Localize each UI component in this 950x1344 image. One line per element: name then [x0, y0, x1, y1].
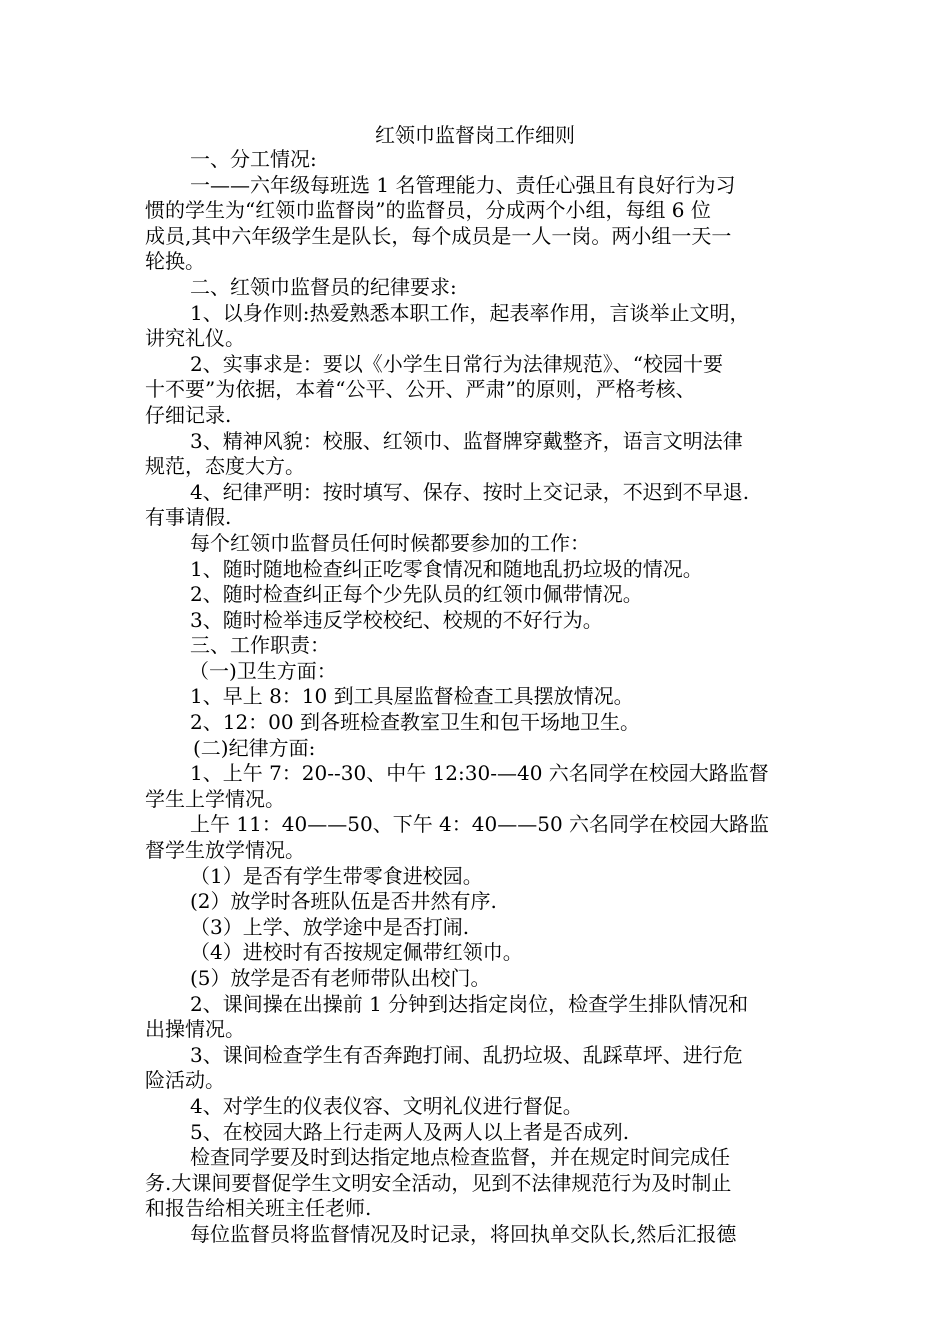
paragraph-line: 5、在校园大路上行走两人及两人以上者是否成列.	[190, 1119, 630, 1144]
paragraph-line: 检查同学要及时到达指定地点检查监督，并在规定时间完成任	[190, 1145, 730, 1170]
paragraph-line: 上午 11：40——50、下午 4：40——50 六名同学在校园大路监	[190, 812, 770, 837]
list-item: （3）上学、放学途中是否打闹.	[190, 914, 470, 939]
paragraph-line: 1、以身作则:热爱熟悉本职工作，起表率作用，言谈举止文明，	[190, 300, 750, 325]
paragraph-line: 和报告给相关班主任老师.	[145, 1196, 372, 1221]
paragraph-line: 每位监督员将监督情况及时记录，将回执单交队长,然后汇报德	[190, 1221, 737, 1246]
list-item: 2、12：00 到各班检查教室卫生和包干场地卫生。	[190, 710, 640, 735]
paragraph-line: 轮换。	[145, 249, 205, 274]
paragraph-line: 3、精神风貌：校服、红领巾、监督牌穿戴整齐，语言文明法律	[190, 428, 743, 453]
paragraph-line: 出操情况。	[145, 1017, 245, 1042]
section-heading: 三、工作职责：	[190, 633, 330, 658]
paragraph-line: 十不要”为依据，本着“公平、公开、严肃”的原则，严格考核、	[145, 377, 696, 402]
paragraph-line: 一——六年级每班选 1 名管理能力、责任心强且有良好行为习	[190, 172, 736, 197]
paragraph-line: 3、课间检查学生有否奔跑打闹、乱扔垃圾、乱踩草坪、进行危	[190, 1042, 743, 1067]
paragraph-line: 学生上学情况。	[145, 786, 285, 811]
document-body	[145, 147, 810, 1248]
list-item: 3、随时检举违反学校校纪、校规的不好行为。	[190, 607, 603, 632]
section-heading: 二、红领巾监督员的纪律要求:	[190, 274, 457, 299]
list-item: （1）是否有学生带零食进校园。	[190, 863, 483, 888]
list-item: 1、随时随地检查纠正吃零食情况和随地乱扔垃圾的情况。	[190, 556, 703, 581]
document-title: 红领巾监督岗工作细则	[375, 123, 575, 147]
list-item: (5）放学是否有老师带队出校门。	[190, 966, 491, 990]
paragraph-line: 每个红领巾监督员任何时候都要参加的工作：	[190, 530, 590, 555]
subsection-heading: (二)纪律方面:	[193, 735, 316, 760]
paragraph-line: 4、纪律严明：按时填写、保存、按时上交记录，不迟到不早退.	[190, 479, 750, 504]
paragraph-line: 讲究礼仪。	[145, 326, 245, 351]
list-item: （4）进校时有否按规定佩带红领巾。	[190, 940, 523, 965]
paragraph-line: 2、课间操在出操前 1 分钟到达指定岗位，检查学生排队情况和	[190, 991, 749, 1016]
paragraph-line: 仔细记录.	[145, 402, 232, 427]
paragraph-line: 1、上午 7：20--30、中午 12:30-—40 六名同学在校园大路监督	[190, 761, 769, 786]
paragraph-line: 成员,其中六年级学生是队长，每个成员是一人一岗。两小组一天一	[145, 223, 732, 248]
list-item: 1、早上 8：10 到工具屋监督检查工具摆放情况。	[190, 684, 634, 709]
paragraph-line: 2、实事求是：要以《小学生日常行为法律规范》、“校园十要	[190, 351, 723, 376]
paragraph-line: 惯的学生为“红领巾监督岗”的监督员，分成两个小组，每组 6 位	[145, 198, 711, 223]
list-item: (2）放学时各班队伍是否井然有序.	[190, 889, 497, 914]
paragraph-line: 督学生放学情况。	[145, 838, 305, 863]
paragraph-line: 务.大课间要督促学生文明安全活动，见到不法律规范行为及时制止	[145, 1170, 732, 1195]
subsection-heading: （一)卫生方面：	[189, 658, 337, 683]
paragraph-line: 有事请假.	[145, 505, 232, 530]
paragraph-line: 4、对学生的仪表仪容、文明礼仪进行督促。	[190, 1093, 583, 1118]
section-heading: 一、分工情况:	[190, 147, 317, 171]
paragraph-line: 规范，态度大方。	[145, 454, 305, 479]
list-item: 2、随时检查纠正每个少先队员的红领巾佩带情况。	[190, 582, 643, 607]
paragraph-line: 险活动。	[145, 1068, 225, 1093]
